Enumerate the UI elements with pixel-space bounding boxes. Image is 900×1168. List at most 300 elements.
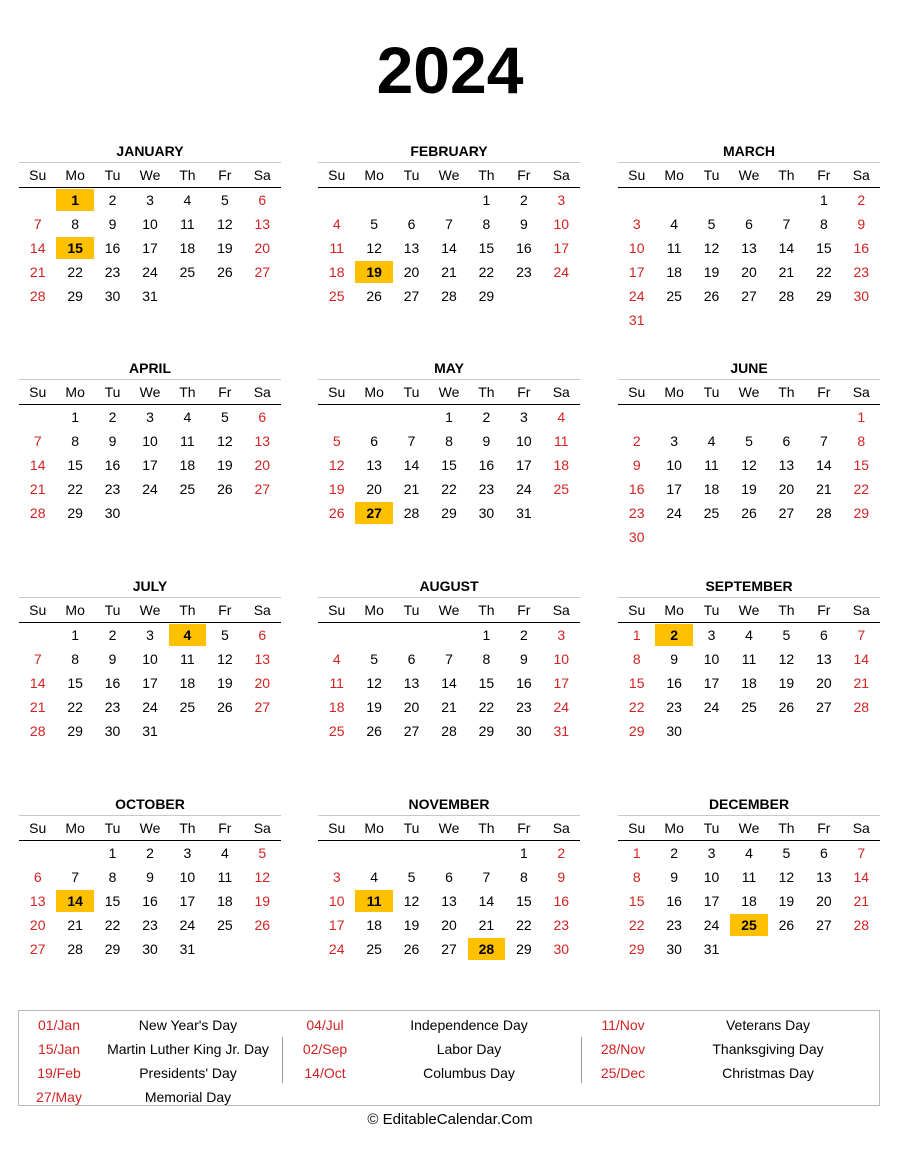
weekday-label: Su [328, 602, 346, 618]
calendar-day: 16 [104, 240, 121, 256]
calendar-day: 19 [703, 264, 720, 280]
weekday-label: Sa [253, 602, 271, 618]
calendar-day: 11 [666, 240, 682, 256]
calendar-day: 26 [778, 917, 795, 933]
holiday-name: Independence Day [410, 1017, 528, 1033]
empty-day [618, 189, 655, 211]
calendar-day: 24 [666, 505, 682, 521]
holiday-name: Christmas Day [722, 1065, 814, 1081]
calendar-day: 2 [632, 433, 641, 449]
calendar-day: 17 [179, 893, 196, 909]
calendar-day: 22 [67, 264, 83, 280]
weekday-label: Fr [817, 384, 831, 400]
calendar-day: 27 [254, 481, 271, 497]
calendar-day: 13 [254, 433, 271, 449]
calendar-day: 2 [146, 845, 154, 861]
calendar-day: 5 [258, 845, 267, 861]
weekday-label: Sa [852, 602, 870, 618]
month-march [618, 140, 880, 332]
calendar-day: 5 [407, 869, 416, 885]
calendar-day: 10 [516, 433, 532, 449]
calendar-day: 15 [816, 240, 832, 256]
month-days [318, 188, 580, 308]
calendar-day: 10 [553, 651, 570, 667]
calendar-day: 14 [441, 240, 457, 256]
calendar-day: 21 [478, 917, 495, 933]
calendar-day: 8 [71, 216, 80, 232]
calendar-day: 25 [179, 699, 196, 715]
calendar-day: 15 [478, 675, 495, 691]
weekday-label: Fr [218, 602, 232, 618]
calendar-day: 11 [554, 433, 569, 449]
calendar-day: 7 [445, 216, 453, 232]
empty-day [355, 624, 392, 646]
weekday-label: Mo [664, 602, 684, 618]
calendar-day: 24 [628, 288, 645, 304]
calendar-day: 3 [146, 627, 154, 643]
calendar-day: 7 [857, 627, 866, 643]
calendar-day: 18 [217, 893, 233, 909]
calendar-day: 26 [703, 288, 720, 304]
calendar-day: 20 [403, 264, 420, 280]
calendar-day: 29 [816, 288, 832, 304]
weekday-header [19, 816, 281, 841]
holiday-date-label: 25/Dec [600, 1065, 646, 1081]
calendar-day: 31 [628, 312, 645, 328]
calendar-day: 22 [478, 264, 495, 280]
month-december [618, 793, 880, 961]
calendar-day: 17 [553, 675, 570, 691]
calendar-day: 16 [666, 893, 682, 909]
weekday-label: Tu [703, 602, 720, 618]
calendar-day: 23 [516, 264, 532, 280]
calendar-day: 30 [666, 723, 682, 739]
calendar-day: 4 [332, 216, 341, 232]
calendar-day: 21 [403, 481, 420, 497]
month-february [318, 140, 580, 308]
calendar-day: 19 [328, 481, 345, 497]
calendar-day: 24 [142, 481, 158, 497]
month-days [618, 188, 880, 332]
calendar-day: 10 [666, 457, 682, 473]
weekday-label: Tu [104, 384, 121, 400]
calendar-day: 1 [71, 409, 80, 425]
calendar-day: 31 [553, 723, 570, 739]
calendar-day: 10 [142, 651, 158, 667]
calendar-day: 17 [666, 481, 682, 497]
calendar-day: 7 [71, 869, 80, 885]
month-name: DECEMBER [618, 793, 880, 816]
month-november [318, 793, 580, 961]
weekday-header [618, 598, 880, 623]
weekday-label: Tu [104, 820, 121, 836]
weekday-label: We [139, 384, 161, 400]
weekday-label: Mo [664, 167, 684, 183]
calendar-day: 15 [441, 457, 457, 473]
empty-day [768, 406, 805, 428]
month-august [318, 575, 580, 743]
weekday-label: Th [179, 167, 196, 183]
weekday-label: Th [478, 167, 495, 183]
calendar-day: 27 [441, 941, 457, 957]
holiday-row [287, 1037, 575, 1061]
calendar-day: 1 [819, 192, 828, 208]
empty-day [430, 189, 467, 211]
calendar-day: 14 [29, 240, 46, 256]
calendar-day: 27 [254, 699, 271, 715]
calendar-day: 23 [142, 917, 158, 933]
calendar-day: 22 [441, 481, 457, 497]
weekday-label: Fr [517, 167, 531, 183]
calendar-day: 12 [254, 869, 271, 885]
weekday-label: Sa [852, 820, 870, 836]
calendar-day: 25 [703, 505, 720, 521]
empty-day [805, 406, 842, 428]
calendar-day: 11 [704, 457, 719, 473]
calendar-day: 28 [29, 505, 46, 521]
empty-day [355, 189, 392, 211]
holiday-list [18, 1010, 880, 1106]
calendar-day: 12 [778, 651, 795, 667]
weekday-label: Tu [703, 384, 720, 400]
calendar-day: 31 [703, 941, 720, 957]
calendar-day: 26 [217, 264, 233, 280]
empty-day [655, 406, 692, 428]
calendar-day: 29 [67, 288, 83, 304]
holiday-date: 25 [730, 914, 767, 936]
weekday-label: Mo [364, 384, 384, 400]
calendar-day: 26 [366, 723, 382, 739]
calendar-day: 13 [778, 457, 795, 473]
calendar-day: 8 [857, 433, 866, 449]
calendar-day: 23 [104, 264, 121, 280]
calendar-day: 30 [478, 505, 495, 521]
calendar-day: 2 [519, 192, 528, 208]
calendar-day: 8 [445, 433, 453, 449]
calendar-day: 11 [741, 651, 757, 667]
calendar-day: 28 [441, 723, 457, 739]
calendar-day: 8 [71, 651, 80, 667]
calendar-day: 9 [632, 457, 641, 473]
calendar-day: 6 [258, 627, 267, 643]
calendar-day: 31 [179, 941, 196, 957]
weekday-label: Fr [817, 602, 831, 618]
calendar-day: 13 [29, 893, 46, 909]
month-days [19, 188, 281, 308]
calendar-day: 5 [782, 845, 791, 861]
calendar-day: 29 [67, 505, 83, 521]
calendar-day: 19 [778, 893, 795, 909]
calendar-day: 21 [29, 481, 46, 497]
calendar-day: 10 [703, 651, 720, 667]
weekday-label: Fr [517, 384, 531, 400]
calendar-day: 4 [183, 409, 192, 425]
calendar-day: 10 [553, 216, 570, 232]
month-name: AUGUST [318, 575, 580, 598]
calendar-day: 13 [816, 651, 832, 667]
weekday-label: We [438, 167, 460, 183]
holiday-date: 14 [56, 890, 93, 912]
calendar-day: 21 [441, 699, 457, 715]
month-days [318, 405, 580, 525]
month-name: OCTOBER [19, 793, 281, 816]
holiday-divider [282, 1037, 283, 1083]
weekday-label: Su [328, 384, 346, 400]
empty-day [730, 406, 767, 428]
calendar-day: 1 [519, 845, 528, 861]
calendar-day: 16 [853, 240, 870, 256]
holiday-row [21, 1037, 279, 1061]
empty-day [430, 624, 467, 646]
holiday-row [21, 1085, 279, 1109]
calendar-day: 1 [632, 845, 641, 861]
weekday-label: Mo [65, 820, 85, 836]
calendar-day: 19 [366, 699, 382, 715]
calendar-day: 5 [745, 433, 753, 449]
calendar-day: 26 [217, 481, 233, 497]
empty-day [19, 406, 56, 428]
weekday-label: Fr [218, 384, 232, 400]
calendar-day: 9 [519, 651, 528, 667]
holiday-row [585, 1013, 875, 1037]
calendar-day: 13 [816, 869, 832, 885]
holiday-name: Presidents' Day [139, 1065, 237, 1081]
weekday-label: We [438, 820, 460, 836]
calendar-day: 13 [403, 240, 420, 256]
month-july [19, 575, 281, 743]
calendar-day: 14 [778, 240, 795, 256]
empty-day [318, 842, 355, 864]
calendar-day: 24 [516, 481, 532, 497]
calendar-day: 1 [632, 627, 641, 643]
calendar-day: 29 [478, 723, 495, 739]
weekday-header [618, 816, 880, 841]
weekday-label: Tu [403, 602, 420, 618]
calendar-day: 28 [29, 723, 46, 739]
month-april [19, 357, 281, 525]
calendar-day: 7 [33, 216, 42, 232]
calendar-day: 16 [516, 240, 532, 256]
holiday-name: Labor Day [436, 1041, 502, 1057]
calendar-day: 5 [370, 216, 379, 232]
calendar-day: 30 [104, 723, 121, 739]
holiday-date-label: 28/Nov [600, 1041, 646, 1057]
weekday-label: Th [478, 602, 495, 618]
calendar-day: 6 [782, 433, 791, 449]
calendar-day: 31 [516, 505, 532, 521]
calendar-day: 11 [217, 869, 233, 885]
calendar-day: 20 [816, 893, 832, 909]
calendar-day: 27 [816, 699, 832, 715]
calendar-day: 21 [29, 264, 46, 280]
weekday-label: Sa [552, 820, 570, 836]
weekday-label: Sa [253, 384, 271, 400]
calendar-day: 2 [108, 627, 117, 643]
weekday-label: Su [328, 167, 346, 183]
month-days [618, 841, 880, 961]
calendar-day: 18 [366, 917, 382, 933]
holiday-date-label: 02/Sep [302, 1041, 348, 1057]
calendar-day: 2 [670, 845, 679, 861]
weekday-label: Tu [104, 602, 121, 618]
calendar-day: 28 [29, 288, 46, 304]
calendar-day: 23 [478, 481, 495, 497]
calendar-day: 3 [557, 192, 566, 208]
calendar-day: 14 [403, 457, 420, 473]
calendar-day: 2 [108, 192, 117, 208]
calendar-day: 18 [179, 675, 196, 691]
calendar-day: 6 [407, 216, 416, 232]
calendar-day: 8 [519, 869, 528, 885]
calendar-day: 26 [217, 699, 233, 715]
calendar-day: 18 [741, 893, 757, 909]
calendar-day: 11 [329, 240, 344, 256]
calendar-day: 15 [104, 893, 121, 909]
calendar-day: 29 [441, 505, 457, 521]
calendar-day: 14 [816, 457, 832, 473]
calendar-day: 19 [778, 675, 795, 691]
weekday-label: We [139, 167, 161, 183]
calendar-day: 7 [33, 433, 42, 449]
calendar-day: 15 [628, 675, 645, 691]
month-name: MAY [318, 357, 580, 380]
weekday-label: Sa [253, 167, 271, 183]
month-january [19, 140, 281, 308]
empty-day [655, 189, 692, 211]
holiday-row [21, 1013, 279, 1037]
calendar-day: 24 [142, 699, 158, 715]
holiday-column [585, 1013, 875, 1085]
calendar-day: 2 [857, 192, 866, 208]
calendar-day: 12 [703, 240, 720, 256]
calendar-day: 24 [703, 699, 720, 715]
calendar-day: 29 [628, 723, 645, 739]
calendar-day: 8 [632, 869, 641, 885]
calendar-day: 9 [108, 216, 117, 232]
calendar-day: 28 [816, 505, 832, 521]
calendar-day: 22 [67, 699, 83, 715]
weekday-label: Su [29, 820, 47, 836]
calendar-day: 23 [666, 917, 682, 933]
calendar-day: 8 [632, 651, 641, 667]
calendar-day: 7 [33, 651, 42, 667]
holiday-date-label: 01/Jan [37, 1017, 81, 1033]
calendar-day: 4 [332, 651, 341, 667]
calendar-day: 12 [217, 216, 233, 232]
calendar-day: 30 [666, 941, 682, 957]
calendar-day: 12 [403, 893, 420, 909]
calendar-day: 4 [220, 845, 229, 861]
calendar-day: 16 [142, 893, 158, 909]
holiday-column [287, 1013, 575, 1085]
weekday-label: Tu [403, 384, 420, 400]
holiday-date: 15 [56, 237, 93, 259]
empty-day [318, 406, 355, 428]
calendar-day: 12 [328, 457, 345, 473]
calendar-day: 26 [403, 941, 420, 957]
calendar-day: 9 [857, 216, 866, 232]
calendar-day: 20 [254, 240, 271, 256]
calendar-day: 4 [707, 433, 716, 449]
calendar-day: 26 [366, 288, 382, 304]
weekday-label: Mo [364, 820, 384, 836]
calendar-day: 29 [628, 941, 645, 957]
calendar-day: 30 [516, 723, 532, 739]
calendar-day: 6 [370, 433, 379, 449]
calendar-day: 2 [519, 627, 528, 643]
calendar-day: 4 [745, 627, 753, 643]
empty-day [19, 842, 56, 864]
calendar-day: 19 [217, 240, 233, 256]
calendar-day: 10 [628, 240, 645, 256]
weekday-label: We [139, 820, 161, 836]
calendar-day: 24 [703, 917, 720, 933]
weekday-header [318, 380, 580, 405]
weekday-header [618, 380, 880, 405]
calendar-day: 5 [220, 192, 229, 208]
calendar-day: 1 [482, 627, 491, 643]
month-name: NOVEMBER [318, 793, 580, 816]
holiday-date-label: 14/Oct [304, 1065, 346, 1081]
weekday-label: Su [29, 384, 47, 400]
calendar-day: 15 [67, 457, 83, 473]
weekday-label: Su [628, 820, 646, 836]
calendar-day: 30 [142, 941, 158, 957]
holiday-date-label: 19/Feb [37, 1065, 81, 1081]
calendar-day: 12 [217, 433, 233, 449]
calendar-day: 23 [104, 699, 121, 715]
calendar-day: 27 [403, 288, 420, 304]
calendar-day: 9 [519, 216, 528, 232]
weekday-label: Mo [65, 167, 85, 183]
calendar-day: 31 [142, 288, 158, 304]
weekday-label: Mo [664, 384, 684, 400]
weekday-label: Mo [65, 384, 85, 400]
calendar-day: 29 [67, 723, 83, 739]
calendar-day: 26 [254, 917, 271, 933]
month-september [618, 575, 880, 743]
weekday-label: Sa [552, 167, 570, 183]
calendar-day: 28 [67, 941, 83, 957]
calendar-day: 22 [516, 917, 532, 933]
weekday-label: Su [29, 602, 47, 618]
calendar-day: 3 [146, 192, 154, 208]
calendar-day: 22 [104, 917, 121, 933]
calendar-day: 13 [741, 240, 757, 256]
calendar-day: 17 [142, 240, 158, 256]
calendar-day: 8 [71, 433, 80, 449]
holiday-row [287, 1013, 575, 1037]
weekday-label: Fr [817, 167, 831, 183]
calendar-day: 22 [628, 699, 645, 715]
calendar-day: 15 [628, 893, 645, 909]
weekday-label: Mo [364, 167, 384, 183]
weekday-label: Sa [253, 820, 271, 836]
empty-day [430, 842, 467, 864]
calendar-day: 9 [557, 869, 566, 885]
calendar-day: 30 [104, 505, 121, 521]
calendar-day: 12 [366, 675, 382, 691]
calendar-day: 25 [366, 941, 382, 957]
calendar-day: 23 [853, 264, 870, 280]
calendar-day: 8 [108, 869, 117, 885]
calendar-day: 30 [628, 529, 645, 545]
calendar-day: 24 [328, 941, 345, 957]
calendar-day: 3 [670, 433, 679, 449]
empty-day [19, 189, 56, 211]
weekday-header [19, 380, 281, 405]
weekday-label: Th [478, 820, 495, 836]
